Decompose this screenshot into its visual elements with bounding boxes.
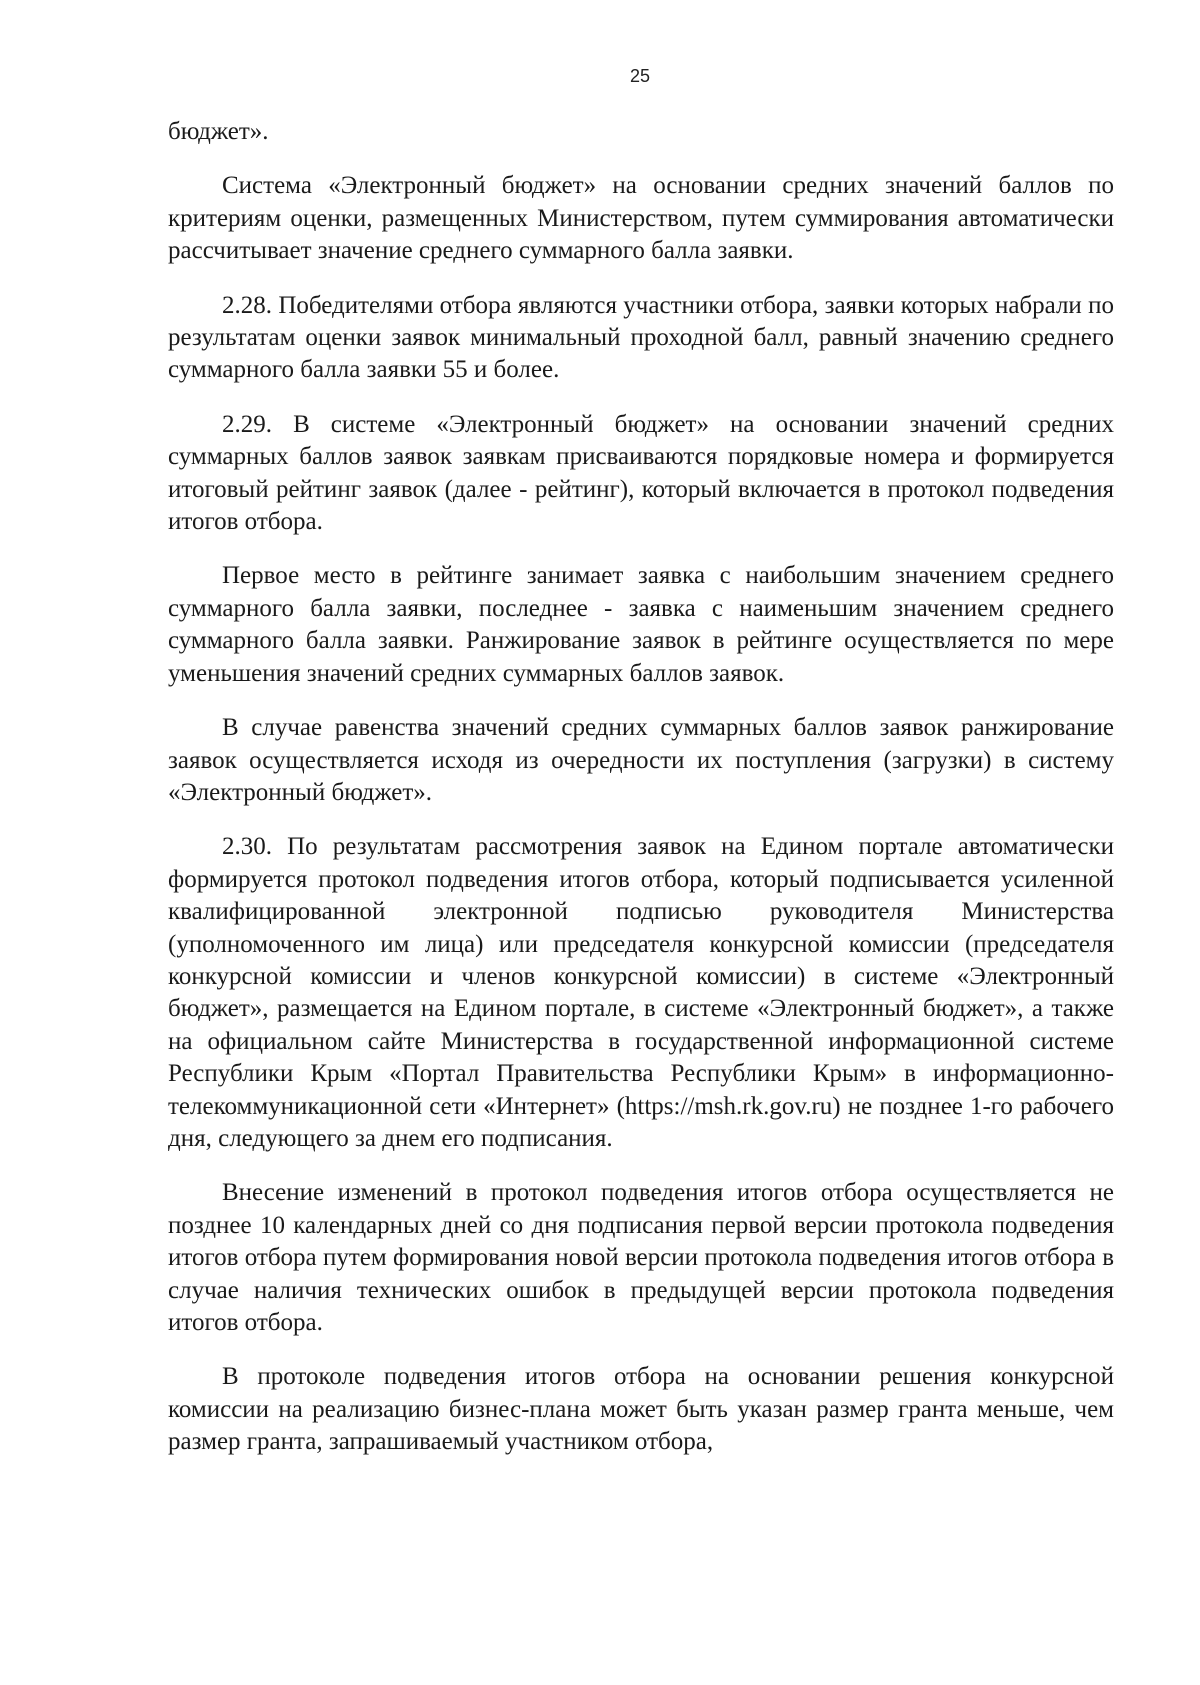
paragraph-2-28: 2.28. Победителями отбора являются участники отбора, заявки которых набрали по результатам оценки заявок минимальный проходной балл, равный значению среднего суммарного балла заявки 55 и более. bbox=[168, 291, 1114, 384]
paragraph-2-29: 2.29. В системе «Электронный бюджет» на основании значений средних суммарных баллов заявок заявкам присваиваются порядковые номера и формируется итоговый рейтинг заявок (далее - рейтинг), который включается в протокол подведения итогов отбора. bbox=[168, 410, 1114, 536]
document-body bbox=[168, 116, 1114, 1481]
paragraph-continuation: бюджет». bbox=[168, 118, 269, 145]
paragraph-grant-size: В протоколе подведения итогов отбора на основании решения конкурсной комиссии на реализацию бизнес-плана может быть указан размер гранта меньше, чем размер гранта, запрашиваемый участником отбора, bbox=[168, 1363, 1114, 1456]
paragraph-system-calculation: Система «Электронный бюджет» на основании средних значений баллов по критериям оценки, размещенных Министерством, путем суммирования автоматически рассчитывает значение среднего суммарного балла заявки. bbox=[168, 172, 1114, 265]
paragraph-protocol-changes: Внесение изменений в протокол подведения итогов отбора осуществляется не позднее 10 календарных дней со дня подписания первой версии протокола подведения итогов отбора путем формирования новой версии протокола подведения итогов отбора в случае наличия технических ошибок в предыдущей версии протокола подведения итогов отбора. bbox=[168, 1179, 1114, 1336]
paragraph-ranking-order: Первое место в рейтинге занимает заявка с наибольшим значением среднего суммарного балла заявки, последнее - заявка с наименьшим значением среднего суммарного балла заявки. Ранжирование заявок в рейтинге осуществляется по мере уменьшения значений средних суммарных баллов заявок. bbox=[168, 562, 1114, 687]
paragraph-equal-scores: В случае равенства значений средних суммарных баллов заявок ранжирование заявок осуществляется исходя из очередности их поступления (загрузки) в систему «Электронный бюджет». bbox=[168, 714, 1114, 806]
paragraph-2-30: 2.30. По результатам рассмотрения заявок на Едином портале автоматически формируется протокол подведения итогов отбора, который подписывается усиленной квалифицированной электронной подписью руководителя Министерства (уполномоченного им лица) или председателя конкурсной комиссии (председателя конкурсной комиссии и членов конкурсной комиссии) в системе «Электронный бюджет», размещается на Едином портале, в системе «Электронный бюджет», а также на официальном сайте Министерства в государственной информационной системе Республики Крым «Портал Правительства Республики Крым» в информационно-телекоммуникационной сети «Интернет» (https://msh.rk.gov.ru) не позднее 1-го рабочего дня, следующего за днем его подписания. bbox=[168, 833, 1114, 1152]
page-number: 25 bbox=[629, 66, 651, 86]
